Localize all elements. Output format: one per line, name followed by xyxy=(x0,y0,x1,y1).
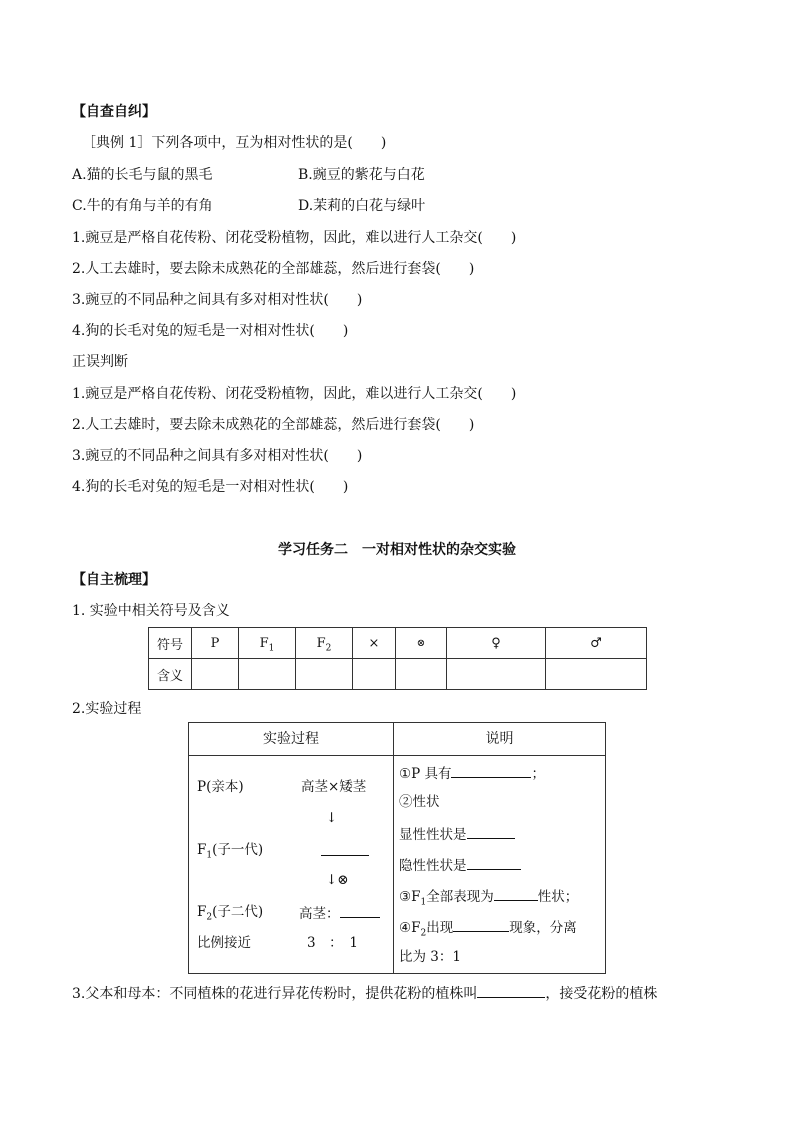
task2-title: 学习任务二 一对相对性状的杂交实验 xyxy=(278,542,516,558)
note-f2: $④F_2$出现 现象，分离 xyxy=(399,917,577,937)
note-recessive: 隐性性状是 xyxy=(399,855,521,875)
note-p-has: ①P 具有 ； xyxy=(399,763,545,783)
statement-1: 1.豌豆是严格自花传粉、闭花受粉植物，因此，难以进行人工杂交( ) xyxy=(72,230,517,246)
symbol-female: ♀ xyxy=(447,628,546,659)
item3-text: 3.父本和母本：不同植株的花进行异花传粉时，提供花粉的植株叫 ，接受花粉的植株 xyxy=(72,983,657,1003)
meaning-cell xyxy=(447,659,546,690)
note-dominant: 显性性状是 xyxy=(399,824,515,844)
symbol-row-label: 符号 xyxy=(149,628,192,659)
symbol-f2: $F_2$ xyxy=(296,628,353,659)
item2-label: 2.实验过程 xyxy=(72,701,142,717)
process-table xyxy=(188,722,606,974)
option-a: A.猫的长毛与鼠的黑毛 xyxy=(72,167,213,183)
note-f1: $③F_1$全部表现为 性状； xyxy=(399,886,578,906)
option-b: B.豌豆的紫花与白花 xyxy=(298,167,425,183)
column-divider xyxy=(393,723,394,973)
symbol-table xyxy=(148,627,647,690)
arrow-down-icon: ↓ xyxy=(326,810,338,826)
f1-blank xyxy=(321,841,369,861)
meaning-cell xyxy=(353,659,396,690)
note-traits: ②性状 xyxy=(399,794,440,810)
meaning-cell xyxy=(396,659,447,690)
example-question: ［典例 1］下列各项中，互为相对性状的是( ) xyxy=(82,135,387,151)
meaning-cell xyxy=(239,659,296,690)
section-heading-self-check: 【自查自纠】 xyxy=(72,104,156,120)
judgement-statement-3: 3.豌豆的不同品种之间具有多对相对性状( ) xyxy=(72,448,363,464)
symbol-f1: $F_1$ xyxy=(239,628,296,659)
ratio-value: 3 ： 1 xyxy=(307,935,358,951)
f2-value: 高茎： xyxy=(299,903,380,923)
statement-3: 3.豌豆的不同品种之间具有多对相对性状( ) xyxy=(72,292,363,308)
item1-label: 1. 实验中相关符号及含义 xyxy=(72,603,230,619)
judgement-statement-1: 1.豌豆是严格自花传粉、闭花受粉植物，因此，难以进行人工杂交( ) xyxy=(72,386,517,402)
symbol-cross: × xyxy=(353,628,396,659)
symbol-male: ♂ xyxy=(546,628,647,659)
option-d: D.茉莉的白花与绿叶 xyxy=(298,198,426,214)
judgement-label: 正误判断 xyxy=(72,354,128,370)
process-header-left: 实验过程 xyxy=(263,731,319,747)
meaning-cell xyxy=(296,659,353,690)
judgement-statement-4: 4.狗的长毛对兔的短毛是一对相对性状( ) xyxy=(72,479,349,495)
option-c: C.牛的有角与羊的有角 xyxy=(72,198,213,214)
selfing-arrow-icon: ↓⊗ xyxy=(326,872,349,888)
cross-text: 高茎×矮茎 xyxy=(301,779,367,795)
judgement-statement-2: 2.人工去雄时，要去除未成熟花的全部雄蕊，然后进行套袋( ) xyxy=(72,417,475,433)
f2-label: $F_2$(子二代) xyxy=(197,904,264,923)
ratio-label: 比例接近 xyxy=(197,935,251,951)
task2-heading: 【自主梳理】 xyxy=(72,572,156,588)
note-ratio: 比为 3：1 xyxy=(399,949,461,965)
f1-label: $F_1$(子一代) xyxy=(197,842,264,861)
meaning-row-label: 含义 xyxy=(149,659,192,690)
symbol-selfing: ⊗ xyxy=(396,628,447,659)
header-divider xyxy=(189,755,605,756)
symbol-p: P xyxy=(192,628,239,659)
statement-2: 2.人工去雄时，要去除未成熟花的全部雄蕊，然后进行套袋( ) xyxy=(72,261,475,277)
meaning-cell xyxy=(192,659,239,690)
p-label: P(亲本) xyxy=(197,779,244,795)
meaning-cell xyxy=(546,659,647,690)
process-header-right: 说明 xyxy=(485,731,514,747)
statement-4: 4.狗的长毛对兔的短毛是一对相对性状( ) xyxy=(72,323,349,339)
